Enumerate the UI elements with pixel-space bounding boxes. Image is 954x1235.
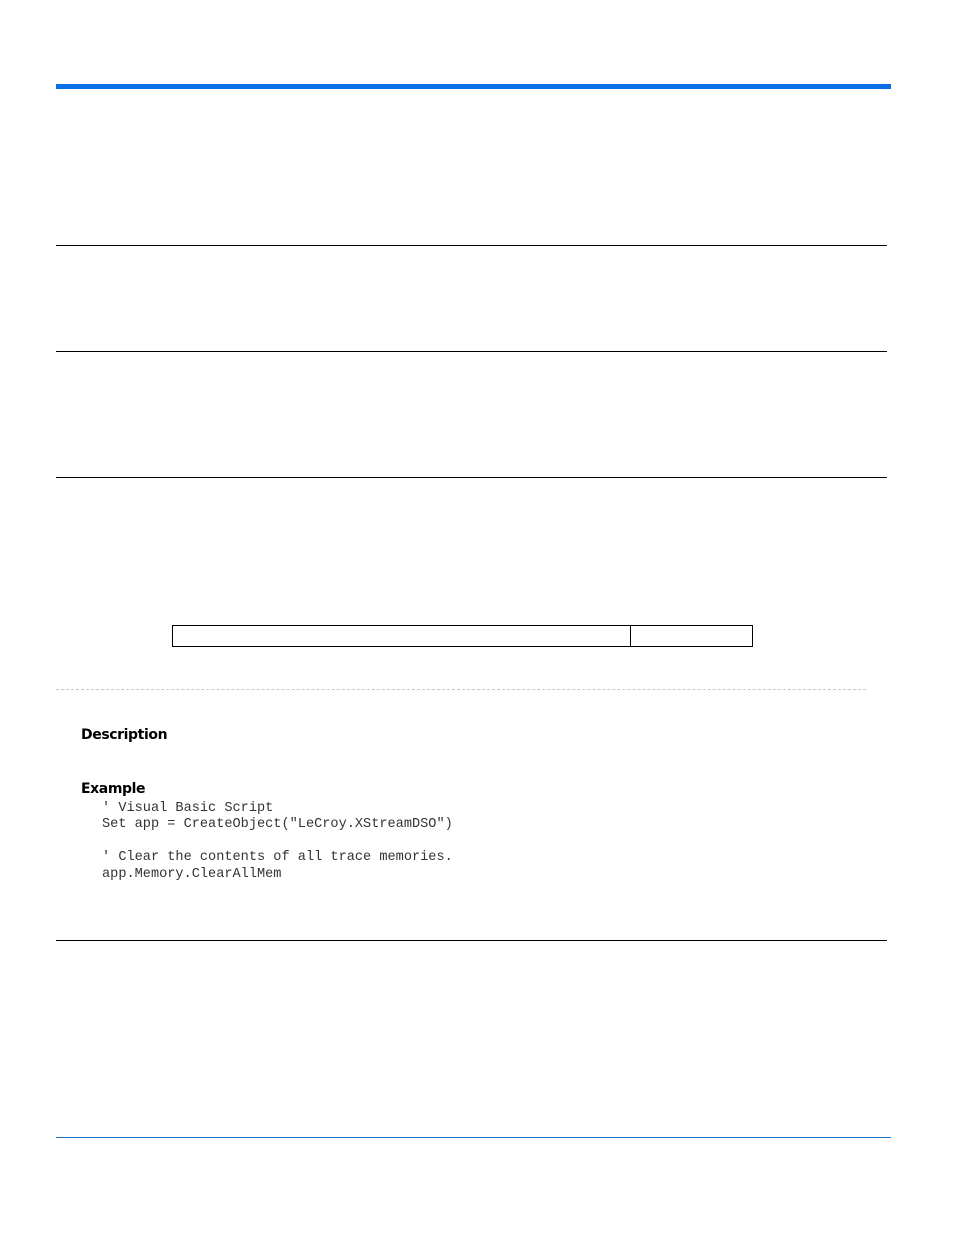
dashed-separator [56, 689, 866, 690]
code-line: app.Memory.ClearAllMem [102, 866, 282, 882]
empty-table [172, 625, 753, 647]
code-line: ' Visual Basic Script [102, 801, 274, 816]
code-line: ' Clear the contents of all trace memories. [102, 850, 453, 866]
section-divider [56, 940, 887, 941]
description-heading: Description [81, 727, 168, 743]
code-line: Set app = CreateObject("LeCroy.XStreamDSO") [102, 817, 453, 833]
header-accent-bar [56, 84, 891, 89]
footer-rule [56, 1137, 891, 1138]
section-divider [56, 245, 887, 246]
table-cell [631, 626, 752, 646]
code-line [102, 834, 453, 850]
code-example [102, 801, 453, 883]
section-divider [56, 351, 887, 352]
example-heading: Example [81, 781, 146, 797]
table-cell [173, 626, 631, 646]
section-divider [56, 477, 887, 478]
